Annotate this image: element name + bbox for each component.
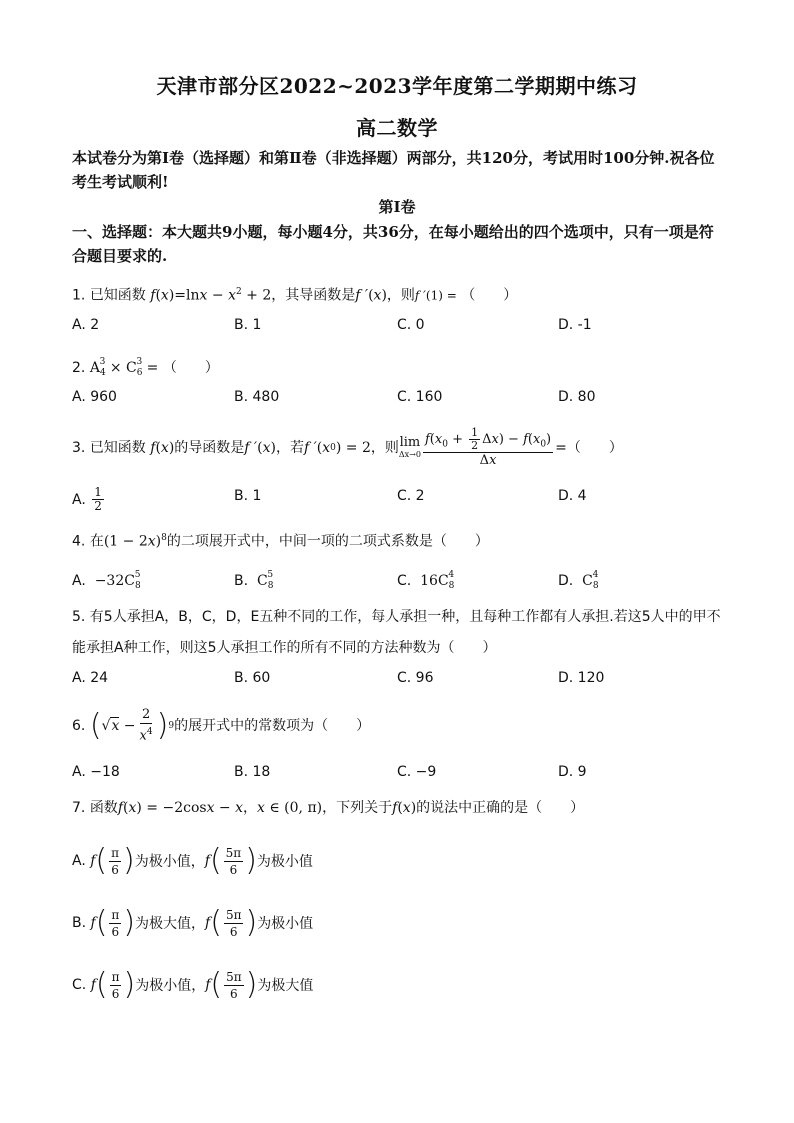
- q1-derivative-expr: f ′: [355, 287, 369, 304]
- q7-option-b[interactable]: B. f ( $\frac{\pi}{6}$ ) 为极大值， f ( $\frac{5\pi}{6}$ ) 为极小值: [72, 905, 314, 940]
- q6-option-a[interactable]: A. −18: [72, 764, 120, 780]
- q1-option-a[interactable]: A. 2: [72, 317, 100, 333]
- question-5: 5. 有5人承担A，B，C，D，E五种不同的工作，每人承担一种，且每种工作都有人承担.若这5人中的甲不能承担A种工作，则这5人承担工作的所有不同的方法种数为（ ）: [72, 609, 721, 656]
- q4-option-a[interactable]: A. $-32C_8^5$: [72, 570, 141, 591]
- q6-option-b[interactable]: B. 18: [234, 764, 271, 780]
- q6-expression: ( √x − $\frac{2}{x^4}$ ) 9: [89, 707, 175, 744]
- question-4: 4. 在$(1 - 2x)^8$的二项展开式中，中间一项的二项式系数是（ ）: [72, 533, 489, 550]
- question-1: 1. 已知函数 $f(x)=\ln x - x^2 + 2$，其导函数是f ′(x)，则f ′(1) = （ ）: [72, 287, 518, 304]
- q4-option-d[interactable]: D. $C_8^4$: [558, 570, 599, 591]
- q1-option-d[interactable]: D. -1: [558, 317, 592, 333]
- question-6: 6. ( √x − $\frac{2}{x^4}$ ) 9 的展开式中的常数项为（ ）: [72, 707, 371, 744]
- q6-option-c[interactable]: C. −9: [397, 764, 437, 780]
- part-title: 第Ⅰ卷: [378, 198, 416, 216]
- q5-option-c[interactable]: C. 96: [397, 670, 434, 686]
- q5-option-a[interactable]: A. 24: [72, 670, 109, 686]
- q4-option-c[interactable]: C. $16C_8^4$: [397, 570, 455, 591]
- q2-expression: $A_4^3 \times C_6^3$ =: [89, 357, 159, 378]
- question-7: 7. 函数f(x) = −2cosx − x，x ∈ (0, π)，下列关于f(x)的说法中正确的是（ ）: [72, 800, 585, 816]
- section-instructions: 一、选择题：本大题共9小题，每小题4分，共36分，在每小题给出的四个选项中，只有一项是符合题目要求的.: [72, 223, 714, 265]
- q3-limit-expr: lim Δx→0: [398, 435, 421, 459]
- exam-subtitle: 高二数学: [356, 116, 438, 140]
- q7-function-expr: f: [117, 800, 123, 816]
- question-2: 2. $A_4^3 \times C_6^3$ = （ ）: [72, 357, 219, 378]
- q3-option-c[interactable]: C. 2: [397, 488, 425, 504]
- q1-option-c[interactable]: C. 0: [397, 317, 425, 333]
- q5-option-b[interactable]: B. 60: [234, 670, 271, 686]
- q3-option-d[interactable]: D. 4: [558, 488, 587, 504]
- q7-option-c[interactable]: C. f ( $\frac{\pi}{6}$ ) 为极小值， f ( $\frac{5\pi}{6}$ ) 为极大值: [72, 967, 314, 1002]
- exam-title: 天津市部分区2022~2023学年度第二学期期中练习: [156, 74, 638, 98]
- q1-option-b[interactable]: B. 1: [234, 317, 262, 333]
- q7-option-a[interactable]: A. f ( $\frac{\pi}{6}$ ) 为极小值， f ( $\frac{5\pi}{6}$ ) 为极小值: [72, 843, 313, 878]
- q2-option-c[interactable]: C. 160: [397, 389, 443, 405]
- q5-option-d[interactable]: D. 120: [558, 670, 605, 686]
- q3-option-b[interactable]: B. 1: [234, 488, 262, 504]
- q2-option-b[interactable]: B. 480: [234, 389, 280, 405]
- q6-option-d[interactable]: D. 9: [558, 764, 587, 780]
- exam-intro: 本试卷分为第Ⅰ卷（选择题）和第Ⅱ卷（非选择题）两部分，共120分，考试用时100分钟.祝各位考生考试顺利!: [72, 149, 715, 191]
- q1-function-expr: f: [150, 287, 156, 304]
- q2-option-a[interactable]: A. 960: [72, 389, 117, 405]
- q4-binomial-expr: (1 − 2: [103, 533, 148, 550]
- q4-option-b[interactable]: B. $C_8^5$: [234, 570, 274, 591]
- question-3: 3. 已知函数 f ( x ) 的导函数是 f ′ ( x ) ，若 f ′ ( x 0 ) = 2 ，则 lim Δx→0 $f(x_0$ + $\frac{1}{2}$ $\Delta x) - f(x_0)$ Δx = （ ）: [72, 425, 623, 469]
- q3-option-a[interactable]: A. $\frac{1}{2}$: [72, 485, 102, 513]
- q2-option-d[interactable]: D. 80: [558, 389, 596, 405]
